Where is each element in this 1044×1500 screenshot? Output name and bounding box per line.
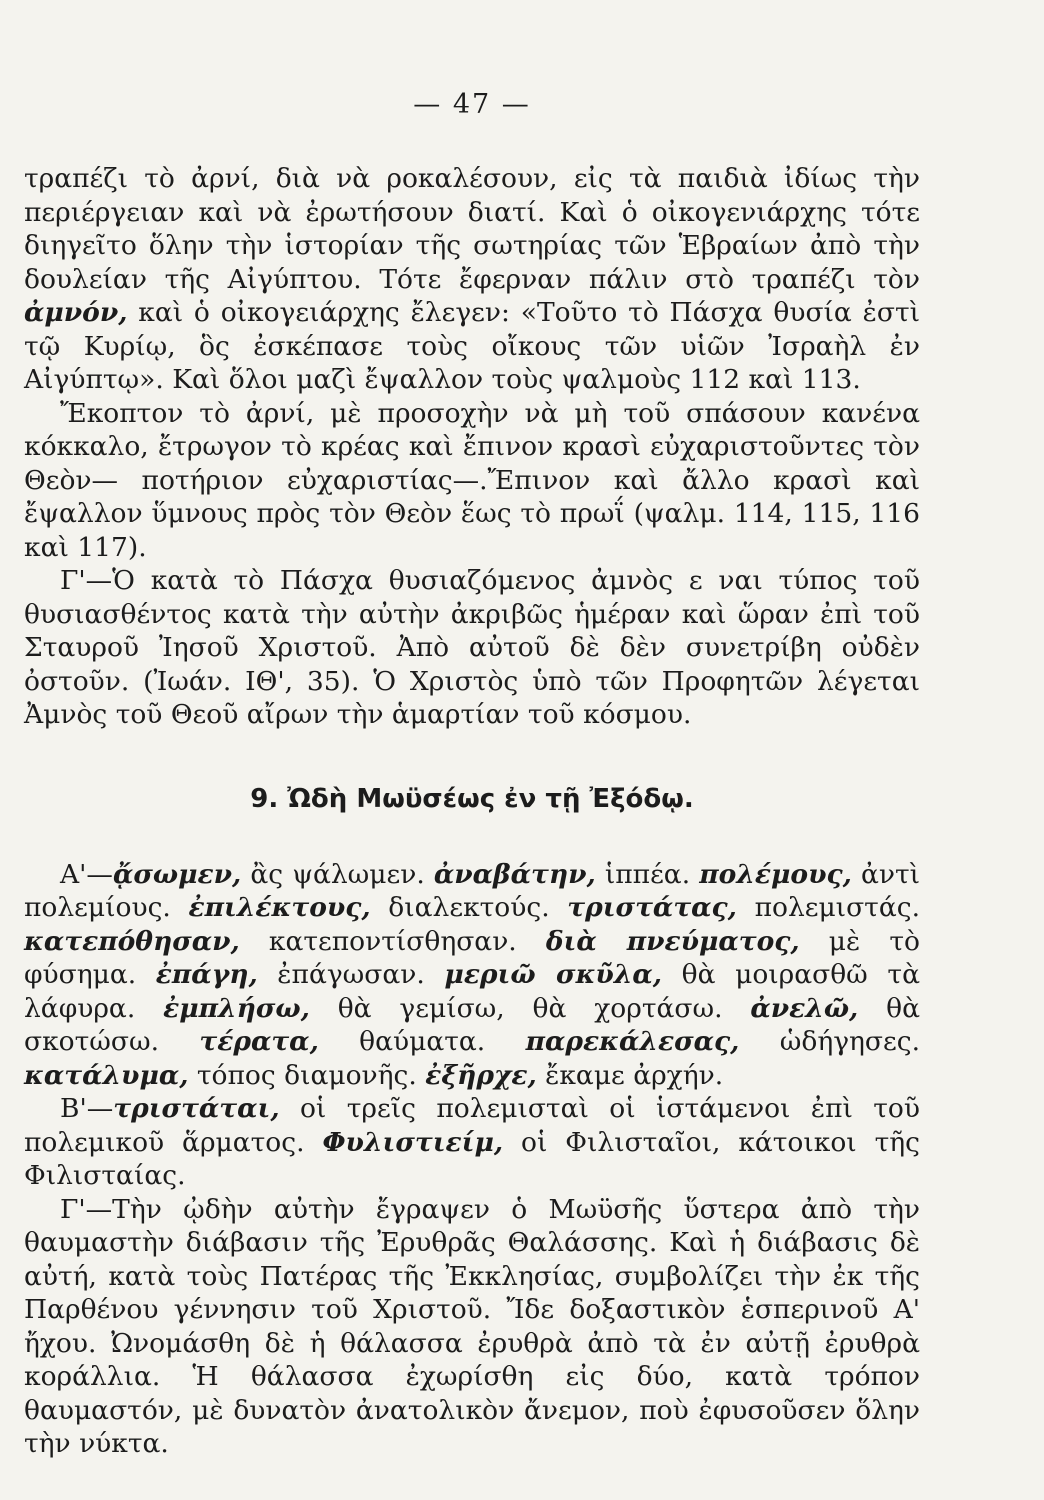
page-number: — 47 — [413,89,531,120]
glossary-definition: θὰ γεμίσω, θὰ χορτάσω. [309,992,751,1024]
paragraph-red-sea: Γ'—Τὴν ᾠδὴν αὐτὴν ἔγραψεν ὁ Μωϋσῆς ὕστερα ἀπὸ τὴν θαυμαστὴν διάβασιν τῆς Ἐρυθρᾶς Θαλάσσης. Καὶ ἡ διάβασις δὲ αὐτή, κατὰ τοὺς Πατέρας τῆς Ἐκκλησίας, συμβολίζει τὴν ἐκ τῆς Παρθένου γέννησιν τοῦ Χριστοῦ. Ἴδε δοξαστικὸν ἑσπερινοῦ Α' ἤχου. Ὠνομάσθη δὲ ἡ θάλασσα ἐρυθρὰ ἀπὸ τὰ ἐν αὐτῇ ἐρυθρὰ κοράλλια. Ἡ θάλασσα ἐχωρίσθη εἰς δύο, κατὰ τρόπον θαυμαστόν, μὲ δυνατὸν ἀνατολικὸν ἄνεμον, ποὺ ἐφυσοῦσεν ὅλην τὴν νύκτα. [24,1193,920,1459]
glossary-term: διὰ πνεύματος, [545,925,800,957]
glossary-lead: Β'— [60,1093,114,1124]
glossary-term: τριστάτας, [567,892,737,923]
glossary-term: Φυλιστιείμ, [322,1126,504,1158]
glossary-definition: ἱππέα. [595,858,700,890]
glossary-term: κατεπόθησαν, [24,925,240,957]
glossary-definition: θὰ μοιρασθῶ τὰ λάφυρα. [24,959,920,1024]
glossary-term: ἐπάγη, [155,959,258,990]
paragraph-passover-table [24,162,920,397]
glossary-definition: ἂς ψάλωμεν. [241,858,434,890]
text-run: καὶ ὁ οἰκογειάρχης ἔλεγεν: «Τοῦτο τὸ Πάσχα θυσία ἐστὶ τῷ Κυρίῳ, ὃς ἐσκέπασε τοὺς οἴκους τῶν υἱῶν Ἰσραὴλ ἐν Αἰγύπτῳ». Καὶ ὅλοι μαζὶ ἔψαλλον τοὺς ψαλμοὺς 112 καὶ 113. [24,297,920,395]
term-amnon: ἀμνόν, [24,297,128,328]
glossary-term: πολέμους, [699,858,852,890]
glossary-term: ᾄσωμεν, [112,858,242,890]
glossary-term: ἐμπλήσω, [163,992,310,1024]
glossary-definition: ἔκαμε ἀρχήν. [536,1059,724,1091]
glossary-definition: ἐπάγωσαν. [257,959,445,990]
glossary-term: ἀναβάτην, [433,858,596,890]
glossary-definition: ὡδήγησες. [739,1026,921,1057]
paragraph-gamma-type: Γ'—Ὁ κατὰ τὸ Πάσχα θυσιαζόμενος ἀμνὸς ε ναι τύπος τοῦ θυσιασθέντος κατὰ τὴν αὐτὴν ἀκριβῶς ἡμέραν καὶ ὥραν ἐπὶ τοῦ Σταυροῦ Ἰησοῦ Χριστοῦ. Ἀπὸ αὐτοῦ δὲ δὲν συνετρίβη οὐδὲν ὀστοῦν. (Ἰωάν. ΙΘ', 35). Ὁ Χριστὸς ὑπὸ τῶν Προφητῶν λέγεται Ἀμνὸς τοῦ Θεοῦ αἴρων τὴν ἁμαρτίαν τοῦ κόσμου. [24,565,920,730]
body-text [24,162,920,1461]
glossary-term: κατάλυμα, [24,1059,189,1091]
glossary-definition: θαύματα. [318,1026,526,1057]
glossary-definition: θὰ σκοτώσω. [24,992,920,1057]
glossary-definition: κατεποντίσθησαν. [239,925,546,957]
glossary-term: τριστάται, [113,1093,280,1124]
glossary-paragraph-beta [24,1092,920,1193]
glossary-definition: οἱ Φιλισταῖοι, κάτοικοι τῆς Φιλισταίας. [24,1126,920,1191]
glossary-term: ἀνελῶ, [750,992,859,1024]
section-heading: 9. Ὠδὴ Μωϋσέως ἐν τῇ Ἐξόδῳ. [250,783,694,814]
glossary-definition: ἀντὶ πολεμίους. [24,858,921,923]
glossary-term: τέρατα, [199,1026,319,1057]
glossary-lead: Α'— [60,858,113,890]
glossary-definition: τόπος διαμονῆς. [188,1059,426,1091]
glossary-term: παρεκάλεσας, [525,1026,740,1057]
paragraph-lamb-bones: Ἔκοπτον τὸ ἀρνί, μὲ προσοχὴν νὰ μὴ τοῦ σπάσουν κανένα κόκκαλο, ἔτρωγον τὸ κρέας καὶ ἔπινον κρασὶ εὐχαριστοῦντες τὸν Θεὸν— ποτήριον εὐχαριστίας—.Ἔπινον καὶ ἄλλο κρασὶ καὶ ἔψαλλον ὕμνους πρὸς τὸν Θεὸν ἕως τὸ πρωΐ (ψαλμ. 114, 115, 116 καὶ 117). [24,397,920,563]
glossary-definition: διαλεκτούς. [370,892,568,923]
glossary-term: ἐξῆρχε, [425,1059,537,1091]
glossary-definition: οἱ τρεῖς πολεμισταὶ οἱ ἱστάμενοι ἐπὶ τοῦ πολεμικοῦ ἅρματος. [24,1093,920,1158]
glossary-paragraph-alpha [24,858,920,1093]
glossary-term: ἐπιλέκτους, [188,892,371,923]
glossary-definition: μὲ τὸ φύσημα. [24,925,920,990]
text-run: τραπέζι τὸ ἀρνί, διὰ νὰ ροκαλέσουν, εἰς τὰ παιδιὰ ἰδίως τὴν περιέργειαν καὶ νὰ ἐρωτήσουν διατί. Καὶ ὁ οἰκογενιάρχης τότε διηγεῖτο ὅλην τὴν ἱστορίαν τῆς σωτηρίας τῶν Ἑβραίων ἀπὸ τὴν δουλείαν τῆς Αἰγύπτου. Τότε ἔφερναν πάλιν στὸ τραπέζι τὸν [24,163,920,295]
glossary-definition: πολεμιστάς. [736,892,920,923]
glossary-term: μεριῶ σκῦλα, [444,959,663,990]
